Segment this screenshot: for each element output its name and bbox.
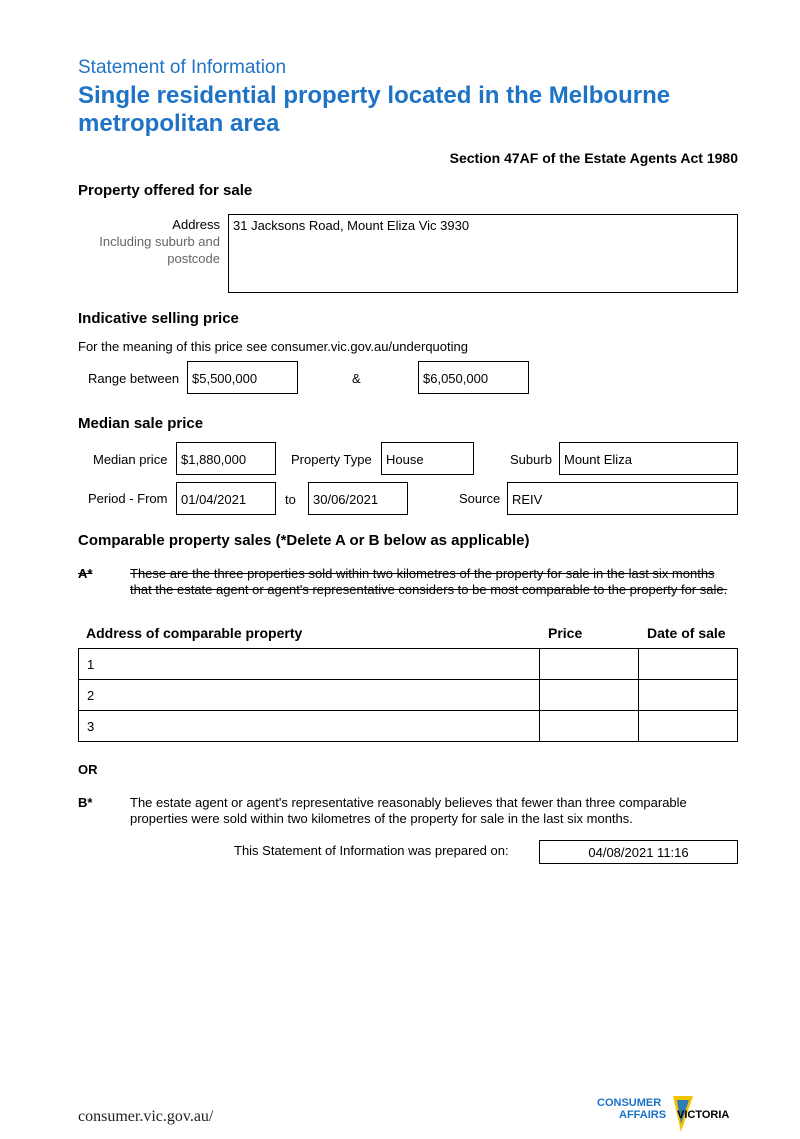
- range-low-field[interactable]: $5,500,000: [187, 361, 298, 394]
- row-date-cell[interactable]: [639, 649, 738, 680]
- row-address-cell[interactable]: 3: [79, 711, 540, 742]
- option-b-text: The estate agent or agent's representative reasonably believes that fewer than three comparable properties were sold within two kilometres of the property for sale in the last six months.: [130, 795, 687, 826]
- consumer-affairs-victoria-logo: [595, 1094, 745, 1134]
- col-header-date: Date of sale: [647, 625, 726, 641]
- table-row: [79, 649, 738, 680]
- footer-url[interactable]: consumer.vic.gov.au/: [78, 1108, 214, 1125]
- period-to-field[interactable]: 30/06/2021: [308, 482, 408, 515]
- row-date-cell[interactable]: [639, 711, 738, 742]
- period-label: Period - From: [88, 491, 168, 506]
- comparable-heading: Comparable property sales (*Delete A or B below as applicable): [78, 532, 530, 549]
- property-heading: Property offered for sale: [78, 182, 253, 199]
- source-field[interactable]: REIV: [507, 482, 738, 515]
- table-row: [79, 711, 738, 742]
- range-high-field[interactable]: $6,050,000: [418, 361, 529, 394]
- property-type-field[interactable]: House: [381, 442, 474, 475]
- suburb-field[interactable]: Mount Eliza: [559, 442, 738, 475]
- property-type-label: Property Type: [291, 452, 372, 467]
- document-subtitle: Statement of Information: [78, 57, 287, 78]
- logo-text-consumer: CONSUMER: [597, 1097, 662, 1109]
- range-ampersand: &: [352, 371, 361, 386]
- period-from-field[interactable]: 01/04/2021: [176, 482, 276, 515]
- address-label: Address: [172, 217, 220, 232]
- logo-text-victoria: VICTORIA: [677, 1109, 730, 1121]
- indicative-note: For the meaning of this price see consumer.vic.gov.au/underquoting: [78, 339, 468, 354]
- or-separator: OR: [78, 762, 98, 777]
- col-header-price: Price: [548, 625, 583, 641]
- logo-text-affairs: AFFAIRS: [619, 1109, 667, 1121]
- median-price-label: Median price: [93, 452, 168, 467]
- section-reference: Section 47AF of the Estate Agents Act 1980: [449, 150, 738, 166]
- row-price-cell[interactable]: [540, 680, 639, 711]
- suburb-label: Suburb: [510, 452, 552, 467]
- document-title: Single residential property located in the Melbourne metropolitan area: [78, 82, 671, 137]
- row-date-cell[interactable]: [639, 680, 738, 711]
- row-address-cell[interactable]: 1: [79, 649, 540, 680]
- option-a-marker: A*: [78, 566, 93, 581]
- median-price-field[interactable]: $1,880,000: [176, 442, 276, 475]
- period-to-label: to: [285, 492, 296, 507]
- option-b-marker: B*: [78, 795, 93, 810]
- source-label: Source: [459, 491, 501, 506]
- table-row: [79, 680, 738, 711]
- median-heading: Median sale price: [78, 415, 204, 432]
- row-address-cell[interactable]: 2: [79, 680, 540, 711]
- row-price-cell[interactable]: [540, 711, 639, 742]
- prepared-label: This Statement of Information was prepared on:: [234, 843, 509, 858]
- address-sublabel: Including suburb and postcode: [99, 234, 220, 266]
- comparable-table: [78, 648, 738, 742]
- option-a-text: These are the three properties sold within two kilometres of the property for sale in the last six months that the estate agent or agent's representative considers to be most comparable to the property for sale.: [130, 566, 728, 597]
- range-label: Range between: [88, 371, 180, 386]
- row-price-cell[interactable]: [540, 649, 639, 680]
- address-field[interactable]: 31 Jacksons Road, Mount Eliza Vic 3930: [228, 214, 738, 293]
- col-header-address: Address of comparable property: [86, 625, 303, 641]
- prepared-date-field[interactable]: 04/08/2021 11:16: [539, 840, 738, 864]
- indicative-heading: Indicative selling price: [78, 310, 239, 327]
